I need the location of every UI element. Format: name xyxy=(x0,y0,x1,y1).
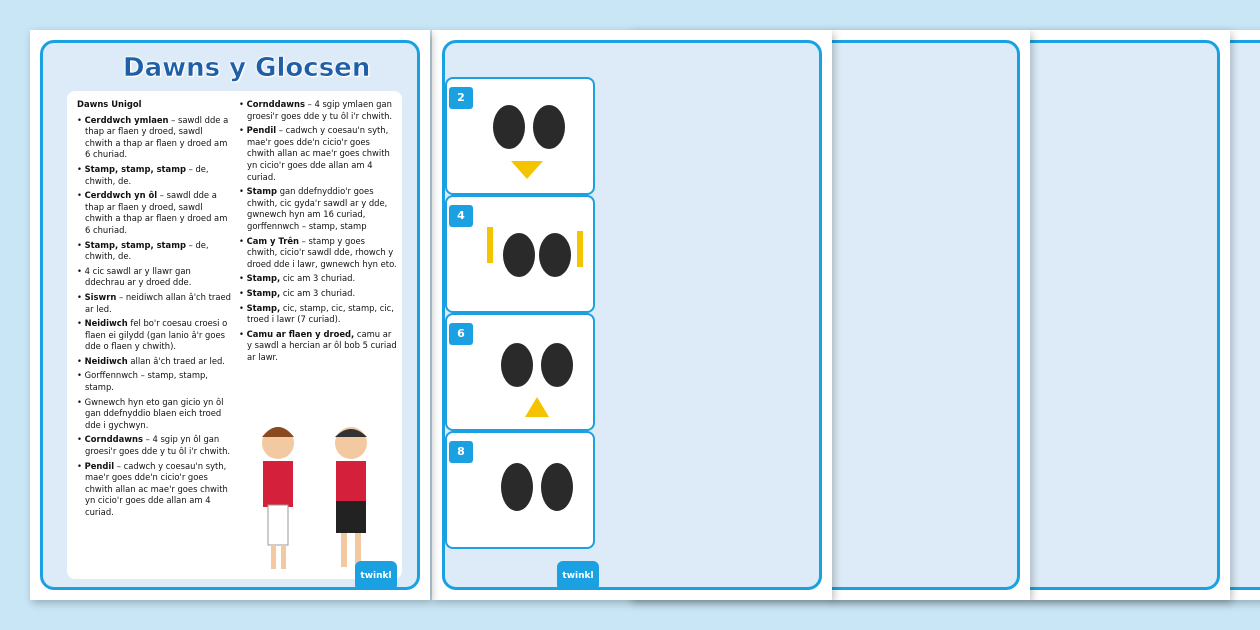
step-text: cic am 3 churiad. xyxy=(280,287,356,298)
step-item: • Cornddawns – 4 sgip ymlaen gan groesi'r goes dde y tu ôl i'r chwith. xyxy=(239,99,393,121)
step-name: Stamp, xyxy=(246,287,281,298)
step-item: • Camu ar flaen y droed, camu ar y sawdl a hercian ar ôl bob 5 curiad ar lawr. xyxy=(239,328,397,362)
step-name: Cornddawns xyxy=(246,99,305,109)
step-item: • Stamp, stamp, stamp – de, chwith, de. xyxy=(77,163,209,186)
step-item: • Stamp, cic am 3 churiad. xyxy=(239,273,356,284)
sheet-main xyxy=(30,30,430,600)
step-item: • 4 cic sawdl ar y llawr gan ddechrau ar y droed dde. xyxy=(77,265,192,288)
step-text: Gwnewch hyn eto gan gicio yn ôl gan ddefnyddio blaen eich troed dde i gychwyn. xyxy=(84,396,224,430)
step-panel xyxy=(445,431,595,549)
twinkl-logo: twinkl xyxy=(355,561,397,590)
step-name: Stamp, xyxy=(246,302,281,313)
step-item: • Gwnewch hyn eto gan gicio yn ôl gan ddefnyddio blaen eich troed dde i gychwyn. xyxy=(77,396,224,430)
steps-list xyxy=(239,99,397,363)
step-text: fel bo'r coesau croesi o flaen ei gilydd (gan lanio â'r goes dde o flaen y chwith). xyxy=(85,318,228,352)
step-name: Camu ar flaen y droed, xyxy=(246,328,355,339)
step-item: • Stamp, cic, stamp, cic, stamp, cic, troed i lawr (7 curiad). xyxy=(239,302,394,325)
step-text: – sawdl dde a thap ar flaen y droed, sawdl chwith a thap ar flaen y droed am 6 churiad. xyxy=(85,114,229,160)
instructions-column-right xyxy=(239,99,397,366)
step-text: – 4 sgip yn ôl gan groesi'r goes dde y tu ôl i'r chwith. xyxy=(85,434,231,457)
step-name: Pendil xyxy=(246,125,277,136)
step-text: allan â'ch traed ar led. xyxy=(127,355,225,366)
sheet-steps xyxy=(432,30,832,600)
step-number: 8 xyxy=(449,441,473,463)
twinkl-logo: twinkl xyxy=(557,561,599,590)
step-name: Cornddawns xyxy=(84,434,143,445)
step-item: • Stamp, stamp, stamp – de, chwith, de. xyxy=(77,239,209,262)
steps-list xyxy=(77,115,232,519)
step-name: Cam y Trên xyxy=(246,235,299,246)
step-panel xyxy=(445,313,595,431)
step-name: Cerddwch yn ôl xyxy=(84,190,158,201)
step-item: • Stamp gan ddefnyddio'r goes chwith, cic gyda'r sawdl ar y dde, gwnewch hyn am 16 curiad, gorffennwch – stamp, stamp xyxy=(239,186,388,231)
step-item: • Pendil – cadwch y coesau'n syth, mae'r goes dde'n cicio'r goes chwith allan ac mae'r goes chwith yn cicio'r goes dde allan am 4 curiad. xyxy=(77,460,228,517)
sheet-frame xyxy=(40,40,420,590)
step-item: • Cornddawns – 4 sgip yn ôl gan groesi'r goes dde y tu ôl i'r chwith. xyxy=(77,434,231,457)
step-text: – sawdl dde a thap ar flaen y droed, sawdl chwith a thap ar flaen y droed am 6 churiad. xyxy=(85,190,228,235)
step-text: – cadwch y coesau'n syth, mae'r goes dde'n cicio'r goes chwith allan ac mae'r goes chwith yn cicio'r goes dde allan am 4 curiad. xyxy=(85,460,228,517)
step-name: Neidiwch xyxy=(84,318,128,329)
step-number: 2 xyxy=(449,87,473,109)
step-item: • Cerddwch yn ôl – sawdl dde a thap ar flaen y droed, sawdl chwith a thap ar flaen y droed am 6 churiad. xyxy=(77,190,228,235)
step-text: – 4 sgip ymlaen gan groesi'r goes dde y tu ôl i'r chwith. xyxy=(247,99,393,121)
sheet-frame xyxy=(442,40,822,590)
step-number: 4 xyxy=(449,205,473,227)
step-panel xyxy=(445,77,595,195)
step-text: camu ar y sawdl a hercian ar ôl bob 5 curiad ar lawr. xyxy=(247,328,397,362)
step-item: • Gorffennwch – stamp, stamp, stamp. xyxy=(77,370,208,393)
step-item: • Stamp, cic am 3 churiad. xyxy=(239,287,356,298)
step-text: 4 cic sawdl ar y llawr gan ddechrau ar y droed dde. xyxy=(84,265,192,288)
step-text: cic am 3 churiad. xyxy=(280,273,356,284)
step-text: cic, stamp, cic, stamp, cic, troed i lawr (7 curiad). xyxy=(247,302,394,325)
step-item: • Pendil – cadwch y coesau'n syth, mae'r goes dde'n cicio'r goes chwith allan ac mae'r goes chwith yn cicio'r goes dde allan am 4 curiad. xyxy=(239,125,390,182)
step-name: Neidiwch xyxy=(84,355,128,366)
step-text: – de, chwith, de. xyxy=(85,239,209,262)
step-name: Stamp, stamp, stamp xyxy=(84,239,186,250)
step-item: • Siswrn – neidiwch allan â'ch traed ar led. xyxy=(77,291,231,314)
dancers-illustration xyxy=(243,413,393,583)
step-item: • Cam y Trên – stamp y goes chwith, cicio'r sawdl dde, rhowch y droed dde i lawr, gwnewch hyn eto. xyxy=(239,235,397,269)
step-name: Stamp, stamp, stamp xyxy=(84,163,186,174)
step-panel xyxy=(445,195,595,313)
step-name: Cerddwch ymlaen xyxy=(84,114,169,125)
step-name: Pendil xyxy=(84,460,115,471)
step-item: • Cerddwch ymlaen – sawdl dde a thap ar flaen y droed, sawdl chwith a thap ar flaen y droed am 6 churiad. xyxy=(77,114,229,160)
step-text: – stamp y goes chwith, cicio'r sawdl dde, rhowch y droed dde i lawr, gwnewch hyn eto. xyxy=(247,235,397,269)
step-text: Gorffennwch – stamp, stamp, stamp. xyxy=(84,370,208,393)
step-text: gan ddefnyddio'r goes chwith, cic gyda'r sawdl ar y dde, gwnewch hyn am 16 curiad, gorffennwch – stamp, stamp xyxy=(247,186,388,231)
page-title: Dawns y Glocsen xyxy=(123,53,371,83)
step-name: Stamp, xyxy=(246,273,281,284)
step-item: • Neidiwch allan â'ch traed ar led. xyxy=(77,355,225,366)
step-name: Stamp xyxy=(246,186,278,197)
step-number: 6 xyxy=(449,323,473,345)
instructions-column-left xyxy=(77,99,232,522)
instructions-heading: Dawns Unigol xyxy=(77,99,142,109)
step-name: Siswrn xyxy=(84,291,117,302)
step-text: – neidiwch allan â'ch traed ar led. xyxy=(85,291,231,314)
step-text: – de, chwith, de. xyxy=(85,163,209,186)
step-text: – cadwch y coesau'n syth, mae'r goes dde'n cicio'r goes chwith allan ac mae'r goes chwith yn cicio'r goes dde allan am 4 curiad. xyxy=(247,125,390,182)
step-item: • Neidiwch fel bo'r coesau croesi o flaen ei gilydd (gan lanio â'r goes dde o flaen y chwith). xyxy=(77,318,228,352)
